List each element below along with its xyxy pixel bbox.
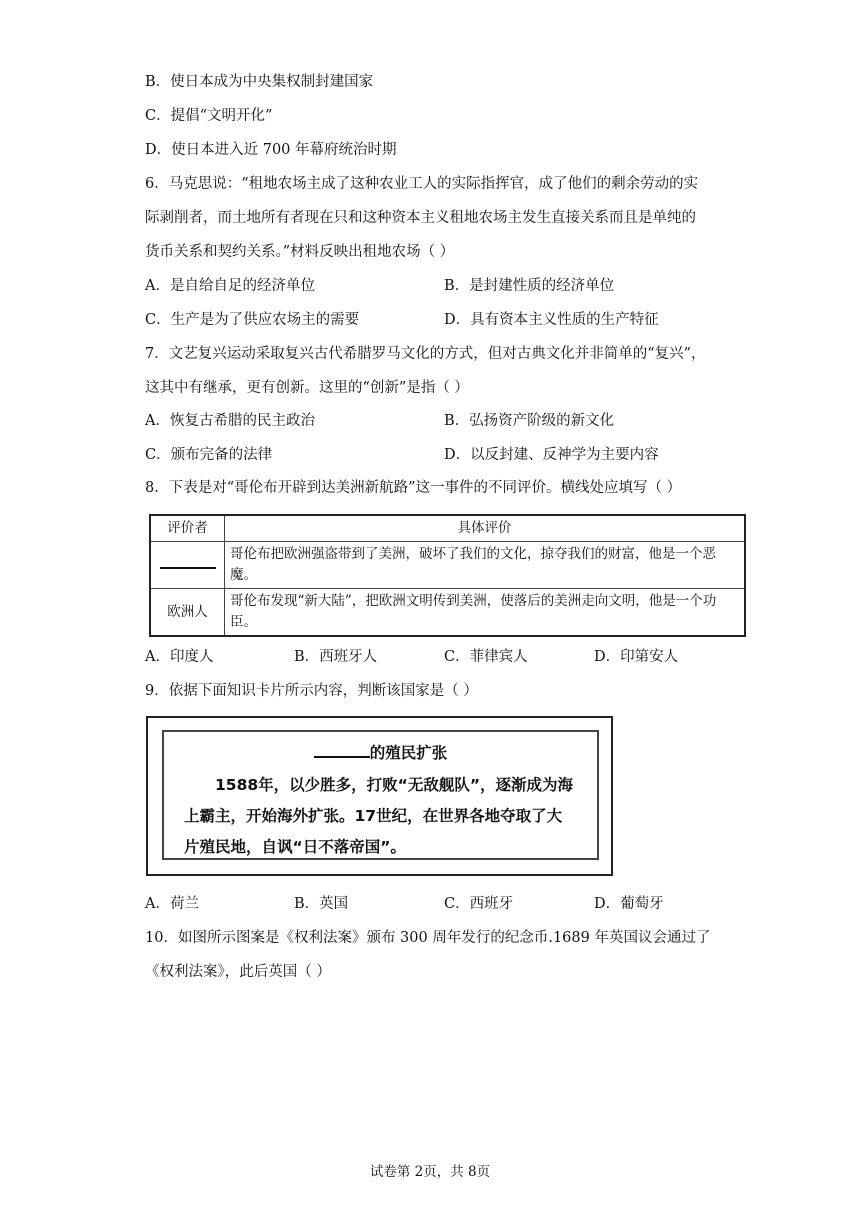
q9-option-c: C．西班牙 (444, 896, 514, 912)
table-row (150, 542, 745, 589)
q5-option-d: D．使日本进入近 700 年幕府统治时期 (145, 142, 397, 158)
evaluation-text: 哥伦布发现“新大陆”，把欧洲文明传到美洲，使落后的美洲走向文明，他是一个功臣。 (225, 589, 746, 637)
q6-option-d: D．具有资本主义性质的生产特征 (444, 312, 659, 328)
q6-stem-line-1: 6．马克思说：“租地农场主成了这种农业工人的实际指挥官，成了他们的剩余劳动的实 (145, 176, 699, 192)
page-footer: 试卷第 2页，共 8页 (369, 1164, 491, 1180)
q8-option-d: D．印第安人 (594, 649, 679, 665)
q8-option-c: C．菲律宾人 (444, 649, 528, 665)
q10-stem-line-2: 《权利法案》，此后英国（ ） (145, 964, 331, 980)
header-evaluation: 具体评价 (225, 515, 746, 542)
q7-option-c: C．颁布完备的法律 (145, 447, 273, 463)
evaluator-name: 欧洲人 (150, 589, 225, 637)
q5-option-c: C．提倡“文明开化” (145, 108, 273, 124)
q9-option-d: D．葡萄牙 (594, 896, 664, 912)
q8-option-b: B．西班牙人 (294, 649, 378, 665)
q10-stem-line-1: 10．如图所示图案是《权利法案》颁布 300 周年发行的纪念币.1689 年英国议会通过了 (145, 930, 711, 946)
q6-stem-line-3: 货币关系和契约关系。”材料反映出租地农场（ ） (145, 244, 455, 260)
q8-option-a: A．印度人 (145, 649, 214, 665)
q6-stem-line-2: 际剥削者，而土地所有者现在只和这种资本主义租地农场主发生直接关系而且是单纯的 (145, 210, 696, 226)
q5-option-b: B．使日本成为中央集权制封建国家 (145, 74, 374, 90)
evaluator-blank (150, 542, 225, 589)
knowledge-card-inner (162, 730, 599, 860)
card-body: 1588年，以少胜多，打败“无敌舰队”，逐渐成为海上霸主，开始海外扩张。17世纪，在世界各地夺取了大片殖民地，自讽“日不落帝国”。 (184, 776, 574, 856)
q6-option-b: B．是封建性质的经济单位 (444, 278, 615, 294)
evaluation-table (149, 514, 746, 637)
answer-blank-line (160, 567, 216, 569)
card-title: 的殖民扩张 (184, 740, 577, 766)
q7-option-a: A．恢复古希腊的民主政治 (145, 413, 315, 429)
q9-option-b: B．英国 (294, 896, 349, 912)
card-title-blank (314, 756, 370, 758)
q7-stem-line-2: 这其中有继承，更有创新。这里的“创新”是指（ ） (145, 380, 469, 396)
header-evaluator: 评价者 (150, 515, 225, 542)
q7-stem-line-1: 7．文艺复兴运动采取复兴古代希腊罗马文化的方式，但对古典文化并非简单的“复兴”， (145, 346, 706, 362)
table-header-row (150, 515, 745, 542)
q8-stem: 8．下表是对“哥伦布开辟到达美洲新航路”这一事件的不同评价。横线处应填写（ ） (145, 480, 682, 496)
q6-option-a: A．是自给自足的经济单位 (145, 278, 315, 294)
knowledge-card (146, 716, 613, 876)
table-row (150, 589, 745, 637)
q7-option-d: D．以反封建、反神学为主要内容 (444, 447, 659, 463)
q9-stem: 9．依据下面知识卡片所示内容，判断该国家是（ ） (145, 683, 478, 699)
q6-option-c: C．生产是为了供应农场主的需要 (145, 312, 360, 328)
evaluation-text: 哥伦布把欧洲强盗带到了美洲，破坏了我们的文化，掠夺我们的财富，他是一个恶魔。 (225, 542, 746, 589)
q9-option-a: A．荷兰 (145, 896, 199, 912)
q7-option-b: B．弘扬资产阶级的新文化 (444, 413, 615, 429)
